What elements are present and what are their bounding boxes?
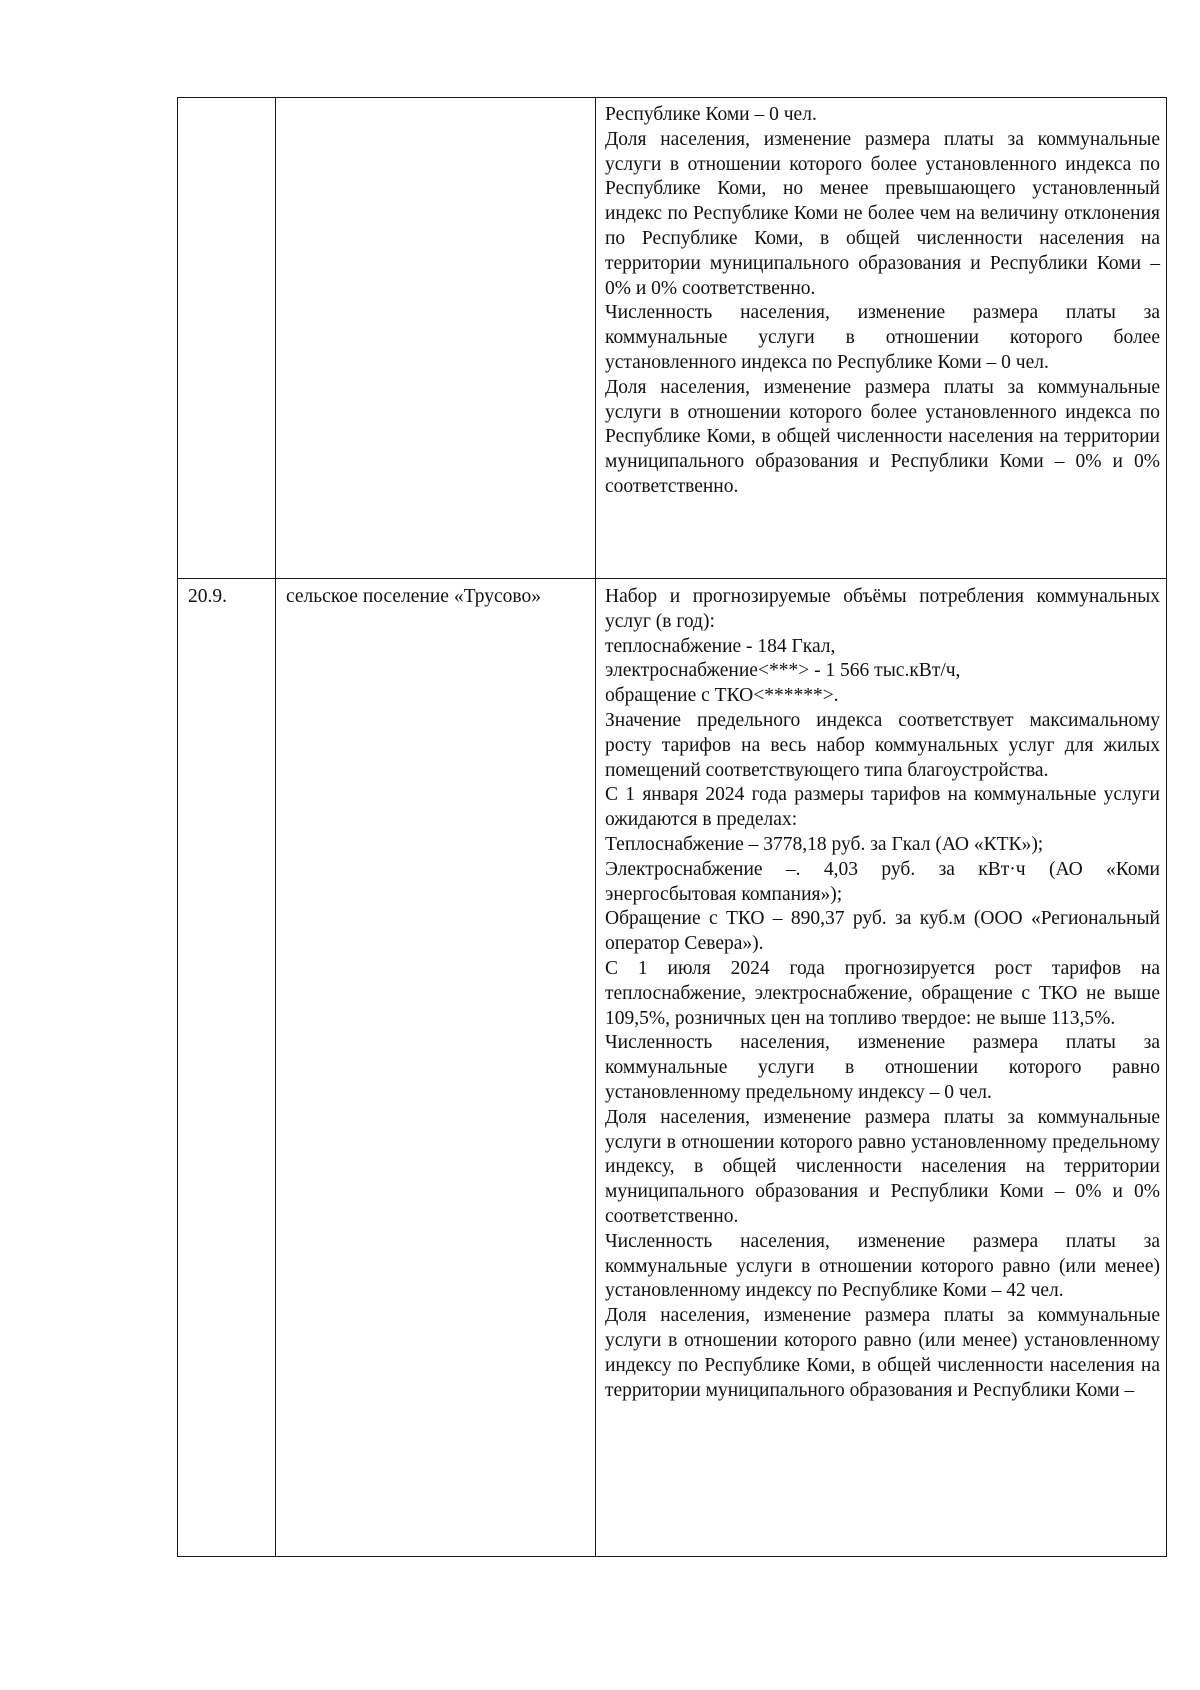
paragraph: Доля населения, изменение размера платы за коммунальные услуги в отношении которого более установленного индекса по Республике Коми, но менее превышающего установленный индекс по Республике Коми не более чем на величину отклонения по Республике Коми, в общей численности населения на территории муниципального образования и Республики Коми – 0% и 0% соответственно. xyxy=(605,128,1160,299)
description-cell xyxy=(596,98,1167,579)
paragraph: Доля населения, изменение размера платы за коммунальные услуги в отношении которого более установленного индекса по Республике Коми, в общей численности населения на территории муниципального образования и Республики Коми – 0% и 0% соответственно. xyxy=(605,376,1160,497)
paragraph: С 1 июля 2024 года прогнозируется рост тарифов на теплоснабжение, электроснабжение, обращение с ТКО не выше 109,5%, розничных цен на топливо твердое: не выше 113,5%. xyxy=(605,957,1160,1029)
paragraph: Обращение с ТКО – 890,37 руб. за куб.м (ООО «Региональный оператор Севера»). xyxy=(605,908,1160,955)
paragraph: Набор и прогнозируемые объёмы потребления коммунальных услуг (в год): xyxy=(605,586,1160,632)
table-row-trusovo xyxy=(178,579,1167,1557)
paragraph: Электроснабжение –. 4,03 руб. за кВт·ч (АО «Коми энергосбытовая компания»); xyxy=(605,858,1160,905)
table-row-continuation xyxy=(178,98,1167,579)
paragraph: электроснабжение<***> - 1 566 тыс.кВт/ч, xyxy=(605,660,961,682)
paragraph: обращение с ТКО<******>. xyxy=(605,685,839,707)
paragraph: Численность населения, изменение размера платы за коммунальные услуги в отношении которого более установленного индекса по Республике Коми – 0 чел. xyxy=(605,302,1160,373)
description-cell xyxy=(596,579,1167,1557)
paragraph: теплоснабжение - 184 Гкал, xyxy=(605,635,836,657)
row-number-cell xyxy=(178,98,276,579)
municipality-name-cell xyxy=(276,98,596,579)
row-number-cell: 20.9. xyxy=(178,579,276,1557)
paragraph: С 1 января 2024 года размеры тарифов на коммунальные услуги ожидаются в пределах: xyxy=(605,784,1160,831)
paragraph: Доля населения, изменение размера платы за коммунальные услуги в отношении которого равно установленному предельному индексу, в общей численности населения на территории муниципального образования и Республики Коми – 0% и 0% соответственно. xyxy=(605,1106,1160,1227)
paragraph: Численность населения, изменение размера платы за коммунальные услуги в отношении которого равно (или менее) установленному индексу по Республике Коми – 42 чел. xyxy=(605,1230,1160,1302)
data-table xyxy=(177,97,1167,1557)
paragraph: Численность населения, изменение размера платы за коммунальные услуги в отношении которого равно установленному предельному индексу – 0 чел. xyxy=(605,1032,1160,1103)
paragraph: Теплоснабжение – 3778,18 руб. за Гкал (АО «КТК»); xyxy=(605,833,1044,855)
paragraph: Значение предельного индекса соответствует максимальному росту тарифов на весь набор коммунальных услуг для жилых помещений соответствующего типа благоустройства. xyxy=(605,709,1160,781)
paragraph: Доля населения, изменение размера платы за коммунальные услуги в отношении которого равно (или менее) установленному индексу по Республике Коми, в общей численности населения на территории муниципального образования и Республики Коми – xyxy=(605,1305,1160,1401)
municipality-name-cell: сельское поселение «Трусово» xyxy=(276,579,596,1557)
paragraph: Республике Коми – 0 чел. xyxy=(605,104,817,125)
